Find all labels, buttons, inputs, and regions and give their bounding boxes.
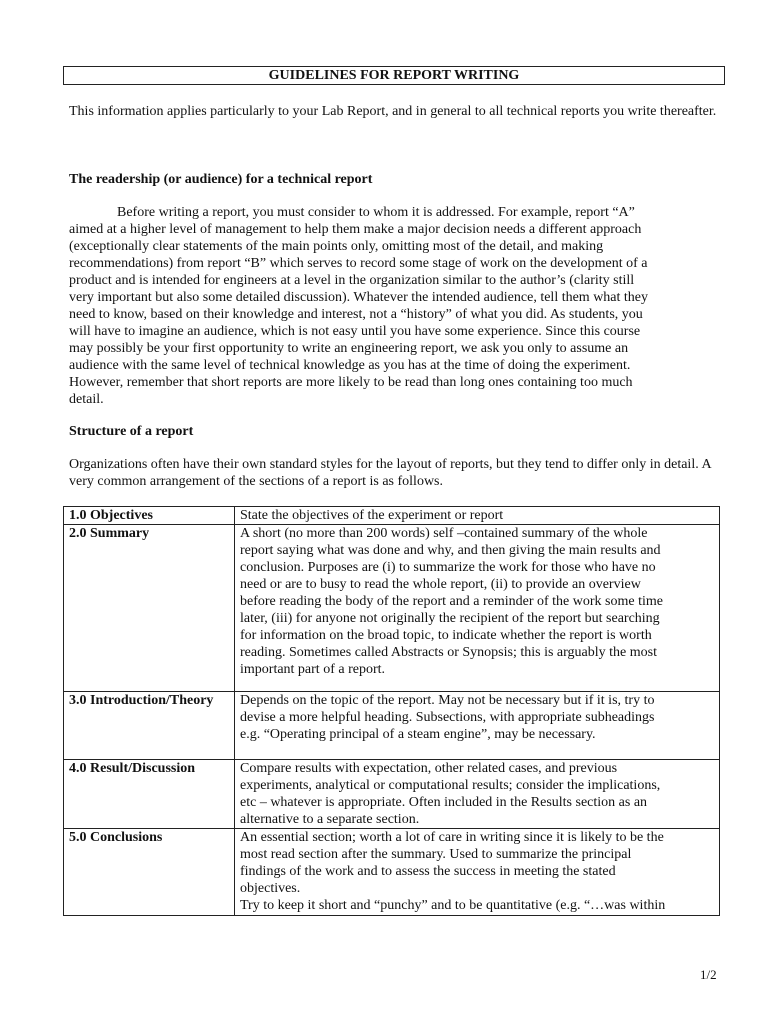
description-line: for information on the broad topic, to indicate whether the report is worth xyxy=(240,628,652,643)
section-label: 3.0 Introduction/Theory xyxy=(64,692,235,760)
section-description xyxy=(235,760,720,829)
description-line: objectives. xyxy=(240,881,301,896)
paragraph-line: However, remember that short reports are more likely to be read than long ones containing too much xyxy=(69,375,633,390)
paragraph-line: (exceptionally clear statements of the main points only, omitting most of the detail, and making xyxy=(69,239,604,254)
description-line: An essential section; worth a lot of care in writing since it is likely to be the xyxy=(240,830,664,845)
section-description xyxy=(235,525,720,692)
description-line: State the objectives of the experiment or report xyxy=(240,508,504,523)
section-description xyxy=(235,829,720,916)
section-description xyxy=(235,507,720,525)
table-row xyxy=(64,829,720,916)
intro-paragraph: This information applies particularly to your Lab Report, and in general to all technical reports you write thereafter. xyxy=(69,104,717,119)
description-line: A short (no more than 200 words) self –contained summary of the whole xyxy=(240,526,648,541)
section-description xyxy=(235,692,720,760)
paragraph-line: Before writing a report, you must consider to whom it is addressed. For example, report “A” xyxy=(117,205,635,220)
description-line: reading. Sometimes called Abstracts or Synopsis; this is arguably the most xyxy=(240,645,657,660)
structure-heading: Structure of a report xyxy=(69,424,194,439)
description-line: conclusion. Purposes are (i) to summarize the work for those who have no xyxy=(240,560,656,575)
table-row xyxy=(64,507,720,525)
report-sections-table xyxy=(63,506,720,916)
description-line: etc – whatever is appropriate. Often included in the Results section as an xyxy=(240,795,648,810)
paragraph-line: aimed at a higher level of management to help them make a major decision needs a different approach xyxy=(69,222,642,237)
paragraph-line: detail. xyxy=(69,392,104,407)
readership-heading: The readership (or audience) for a technical report xyxy=(69,172,373,187)
description-line: Try to keep it short and “punchy” and to be quantitative (e.g. “…was within xyxy=(240,898,666,913)
paragraph-line: recommendations) from report “B” which serves to record some stage of work on the development of a xyxy=(69,256,648,271)
paragraph-line: very important but also some detailed discussion). Whatever the intended audience, tell them what they xyxy=(69,290,649,305)
description-line: report saying what was done and why, and then giving the main results and xyxy=(240,543,661,558)
structure-paragraph: Organizations often have their own standard styles for the layout of reports, but they tend to differ only in detail. A very common arrangement of the sections of a report is as follows. xyxy=(69,457,711,489)
description-line: most read section after the summary. Used to summarize the principal xyxy=(240,847,632,862)
table-row xyxy=(64,692,720,760)
description-line: devise a more helpful heading. Subsections, with appropriate subheadings xyxy=(240,710,655,725)
description-line: important part of a report. xyxy=(240,662,386,677)
readership-paragraph xyxy=(69,204,715,408)
document-title: GUIDELINES FOR REPORT WRITING xyxy=(63,66,725,85)
description-line: later, (iii) for anyone not originally the recipient of the report but searching xyxy=(240,611,660,626)
description-line: findings of the work and to assess the success in meeting the stated xyxy=(240,864,616,879)
paragraph-line: product and is intended for engineers at a level in the organization similar to the author’s (clarity still xyxy=(69,273,635,288)
table-row xyxy=(64,525,720,692)
section-label: 1.0 Objectives xyxy=(64,507,235,525)
section-label: 5.0 Conclusions xyxy=(64,829,235,916)
description-line: before reading the body of the report and a reminder of the work some time xyxy=(240,594,663,609)
paragraph-line: need to know, based on their knowledge and interest, not a “history” of what you did. As students, you xyxy=(69,307,643,322)
description-line: need or are to busy to read the whole report, (ii) to provide an overview xyxy=(240,577,641,592)
paragraph-line: may possibly be your first opportunity to write an engineering report, we ask you only to assume an xyxy=(69,341,629,356)
description-line: experiments, analytical or computational results; consider the implications, xyxy=(240,778,661,793)
description-line: e.g. “Operating principal of a steam engine”, may be necessary. xyxy=(240,727,596,742)
section-label: 4.0 Result/Discussion xyxy=(64,760,235,829)
page-number: 1/2 xyxy=(700,967,717,982)
table-row xyxy=(64,760,720,829)
paragraph-line: will have to imagine an audience, which is not easy until you have some experience. Since this course xyxy=(69,324,641,339)
description-line: Compare results with expectation, other related cases, and previous xyxy=(240,761,618,776)
description-line: Depends on the topic of the report. May not be necessary but if it is, try to xyxy=(240,693,655,708)
section-label: 2.0 Summary xyxy=(64,525,235,692)
description-line: alternative to a separate section. xyxy=(240,812,420,827)
paragraph-line: audience with the same level of technical knowledge as you has at the time of doing the experiment. xyxy=(69,358,631,373)
